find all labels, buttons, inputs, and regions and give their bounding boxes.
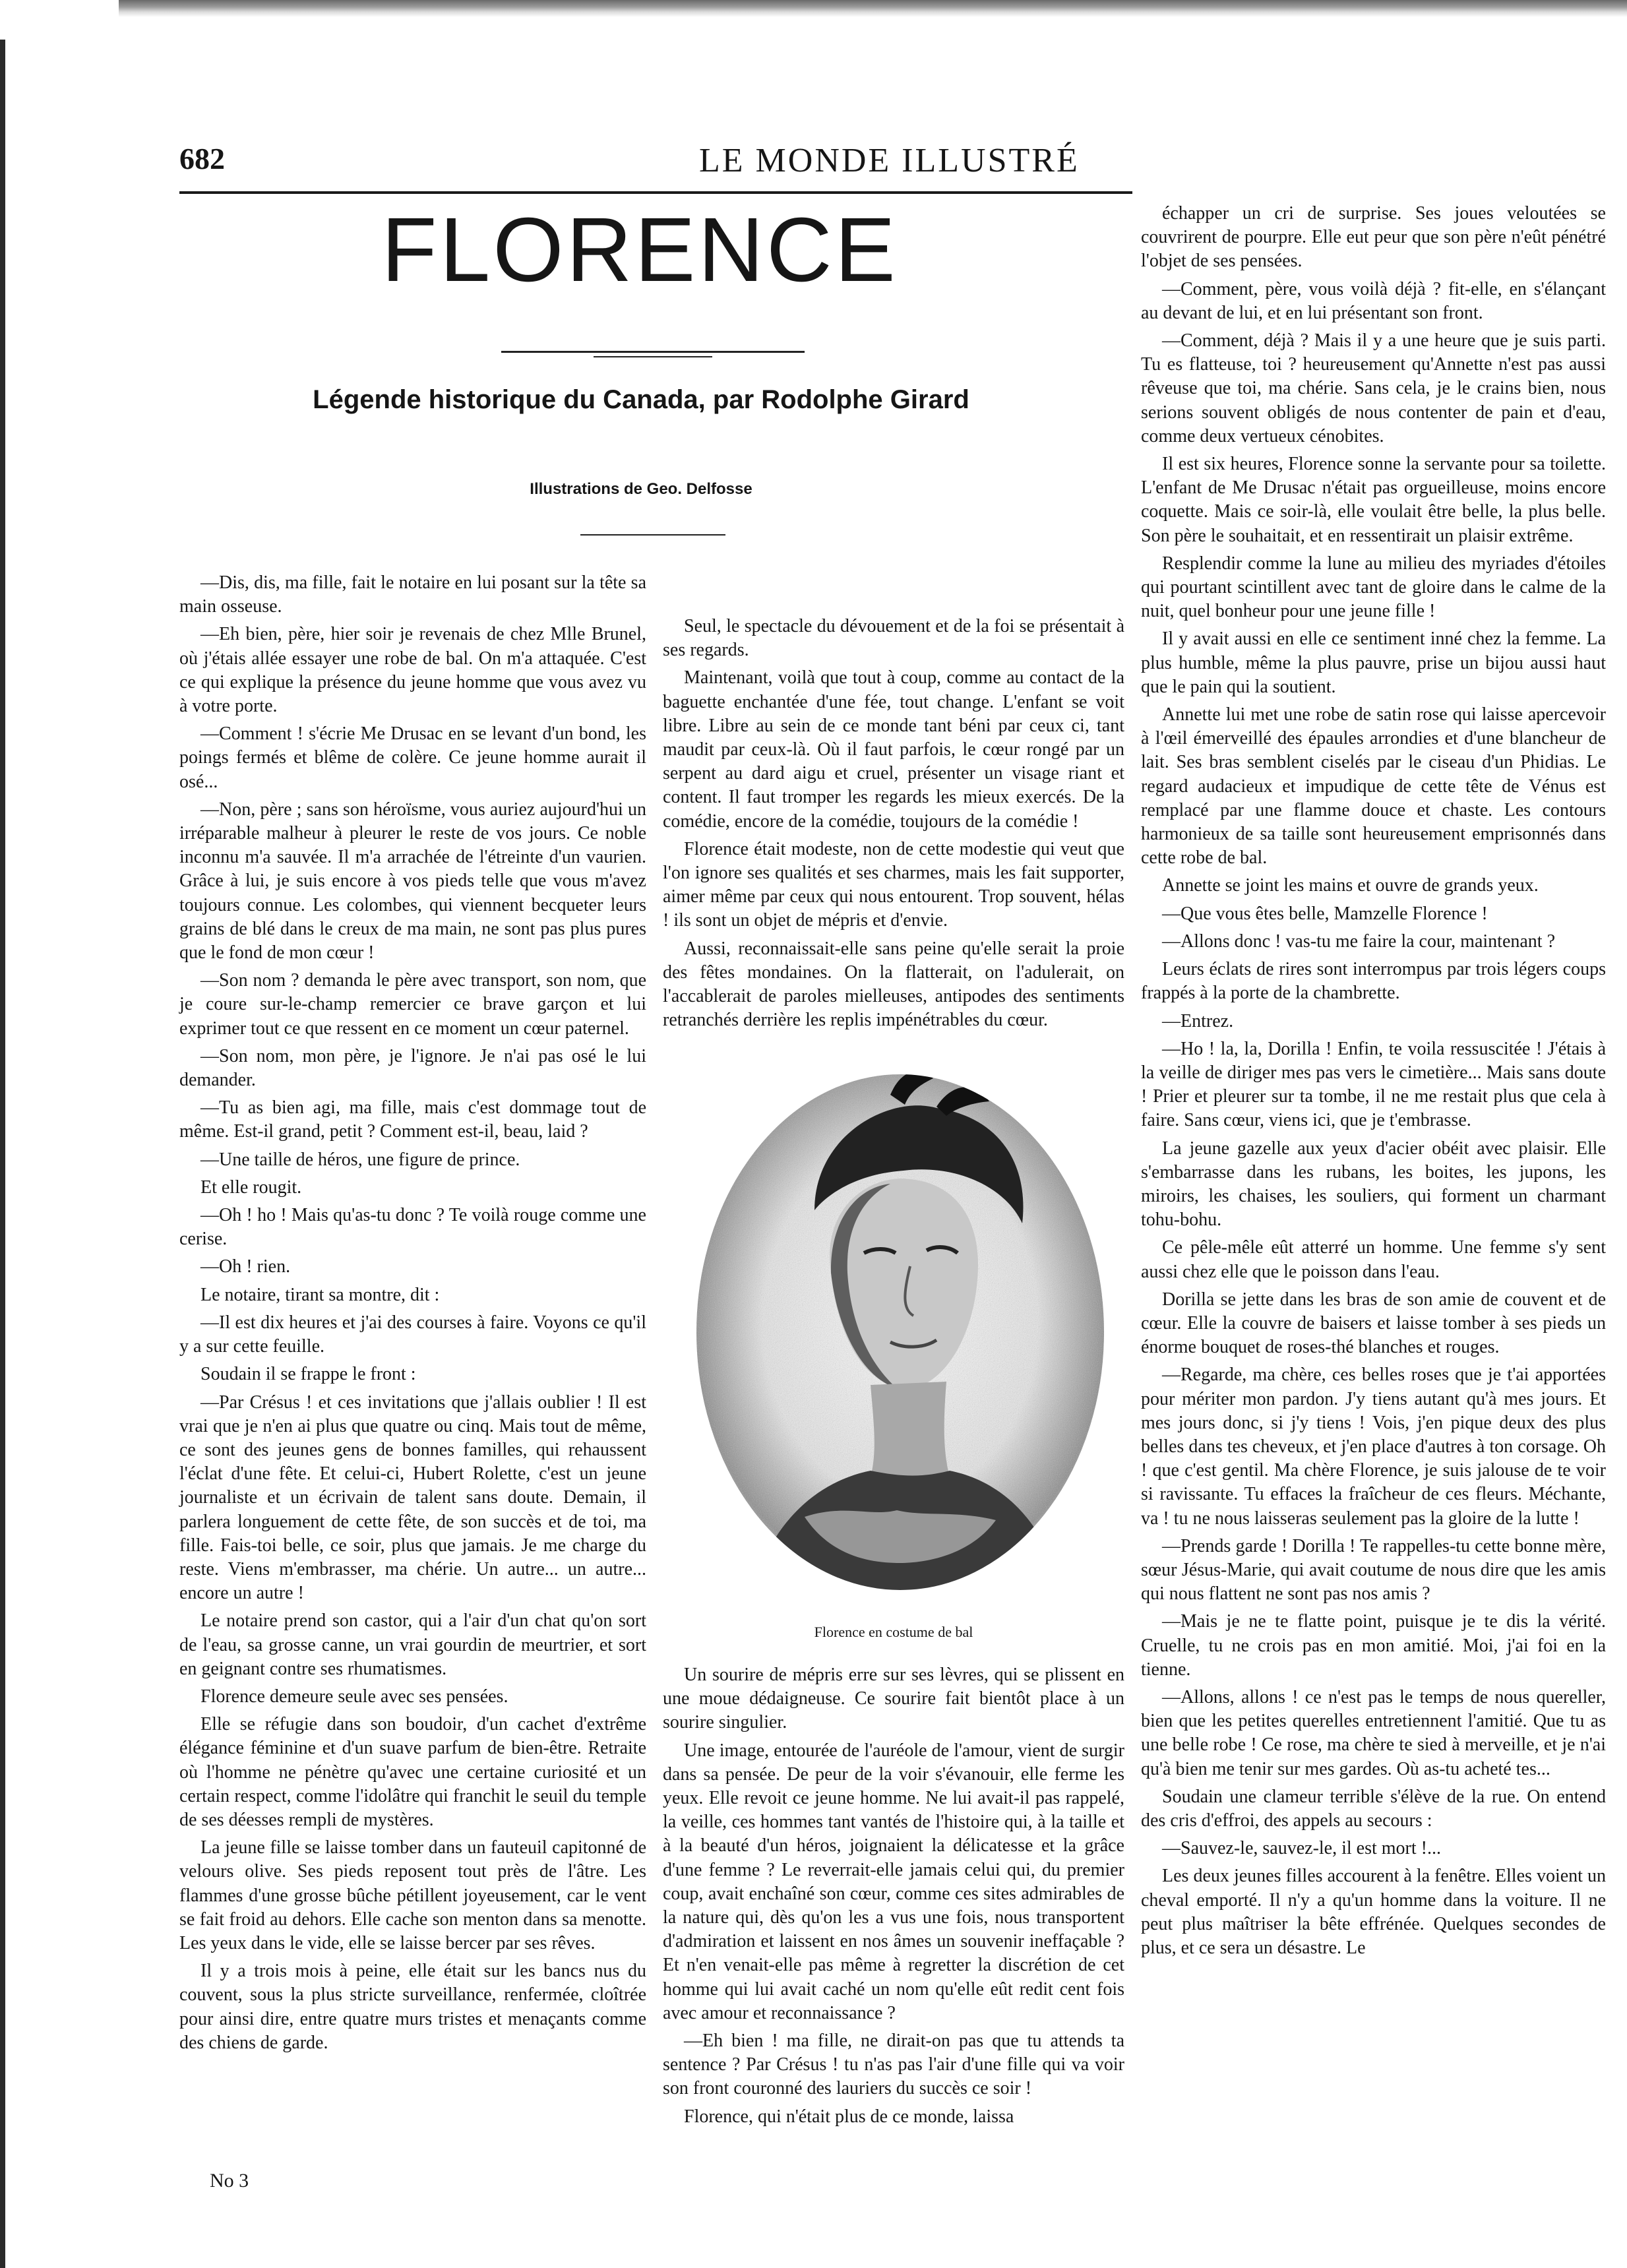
paragraph: —Allons donc ! vas-tu me faire la cour, maintenant ? (1162, 931, 1556, 952)
paragraph: Annette lui met une robe de satin rose qui laisse apercevoir à l'œil émerveillé des épaules arrondies et d'une blancheur de lait. Ses bras semblent ciselés par le ciseau d'un Phidias. Le regard audacieux et impudique de cette tête de Vénus est remplacé par une flamme douce et chaste. Les contours harmonieux de sa taille sont heureusement emprisonnés dans cette robe de bal. (1141, 704, 1606, 869)
journal-title: LE MONDE ILLUSTRÉ (699, 142, 1080, 179)
header-rule (179, 191, 1132, 194)
paragraph: Florence, qui n'était plus de ce monde, laissa (684, 2106, 1014, 2127)
paragraph: Les deux jeunes filles accourent à la fenêtre. Elles voient un cheval emporté. Il n'y a qu'un homme dans la voiture. Il ne peut plus maîtriser la bête effrénée. Quelques secondes de plus, et ce sera un désastre. Le (1141, 1866, 1606, 1959)
paragraph: —Dis, dis, ma fille, fait le notaire en lui posant sur la tête sa main osseuse. (179, 572, 646, 617)
paragraph: Annette se joint les mains et ouvre de grands yeux. (1162, 875, 1539, 896)
paragraph: —Par Crésus ! et ces invitations que j'allais oublier ! Il est vrai que je n'en ai plus que quatre ou cinq. Mais tout de même, ce sont des jeunes gens de bonnes familles, qui rehaussent l'éclat d'une fête. Et celui-ci, Hubert Rolette, c'est un jeune journaliste et un écrivain de talent sans doute. Demain, il parlera longuement de cette fête, de son succès et de toi, ma fille. Fais-toi belle, ce soir, plus que jamais. Je me charge du reste. Viens m'embrasser, ma chérie. Un autre... un autre... encore un autre ! (179, 1392, 646, 1604)
title-ornament-accent (594, 356, 712, 357)
paragraph: —Comment, déjà ? Mais il y a une heure que je suis parti. Tu es flatteuse, toi ? heureusement qu'Annette n'est pas aussi rêveuse que toi, ma chérie. Sans cela, je le crains bien, nous serions souvent obligés de nous contenter de pain et d'eau, comme deux vertueux cénobites. (1141, 330, 1606, 446)
paragraph: —Regarde, ma chère, ces belles roses que je t'ai apportées pour mériter mon pardon. J'y tiens autant qu'à mes jours. Et mes jours donc, si j'y tiens ! Vois, j'en pique deux des plus belles dans tes cheveux, et j'en place d'autres à ton corsage. Oh ! que c'est gentil. Ma chère Florence, je suis jalouse de te voir si ravissante. Tu effaces la fraîcheur de ces fleurs. Méchante, va ! tu ne nous laisseras seulement pas la gloire de la lutte ! (1141, 1364, 1606, 1529)
paragraph: —Allons, allons ! ce n'est pas le temps de nous quereller, bien que les petites querelles entretiennent l'amitié. Que tu as une belle robe ! Ce rose, ma chère te sied à merveille, et je n'ai qu'à bien me tenir sur mes gardes. Où as-tu acheté tes... (1141, 1686, 1606, 1779)
paragraph: Il est six heures, Florence sonne la servante pour sa toilette. L'enfant de Me Drusac n'était pas orgueilleuse, moins encore coquette. Mais ce soir-là, elle voulait être belle, la plus belle. Son père le souhaitait, et en ressentirait un plaisir extrême. (1141, 454, 1606, 546)
scan-left-edge (0, 40, 5, 2268)
paragraph: —Sauvez-le, sauvez-le, il est mort !... (1162, 1838, 1441, 1859)
paragraph: Florence était modeste, non de cette modestie qui veut que l'on ignore ses qualités et ses charmes, mais les fait supporter, aimer même par ceux qui nous entourent. Trop souvent, hélas ! ils sont un objet de mépris et d'envie. (663, 838, 1124, 931)
paragraph: —Que vous êtes belle, Mamzelle Florence ! (1162, 903, 1488, 924)
paragraph: —Comment, père, vous voilà déjà ? fit-elle, en s'élançant au devant de lui, et en lui présentant son front. (1141, 278, 1606, 323)
paragraph: —Mais je ne te flatte point, puisque je te dis la vérité. Cruelle, tu ne crois pas en mon amitié. Moi, j'ai foi en la tienne. (1141, 1611, 1606, 1680)
scan-top-edge (119, 0, 1627, 17)
figure-caption: Florence en costume de bal (814, 1624, 973, 1640)
paragraph: Maintenant, voilà que tout à coup, comme au contact de la baguette enchantée d'une fée, tout change. L'enfant se voit libre. Libre au sein de ce monde tant béni par ceux ci, tant maudit par ceux-là. Où il faut parfois, le cœur rongé par un serpent au dard aigu et cruel, présenter un visage riant et content. Il faut tromper les regards les mieux exercés. De la comédie, encore de la comédie, toujours de la comédie ! (663, 667, 1124, 832)
text-column-3 (1141, 202, 1606, 1964)
paragraph: Soudain il se frappe le front : (200, 1364, 416, 1385)
paragraph: —Eh bien ! ma fille, ne dirait-on pas que tu attends ta sentence ? Par Crésus ! tu n'as pas l'air d'une fille qui va voir son front couronné des lauriers du succès ce soir ! (663, 2031, 1124, 2099)
florence-portrait-illustration (673, 1055, 1128, 1636)
paragraph: —Comment ! s'écrie Me Drusac en se levant d'un bond, les poings fermés et blême de colère. Ce jeune homme aurait il osé... (179, 723, 646, 792)
title-ornament-rule (501, 351, 805, 353)
paragraph: —Entrez. (1162, 1010, 1234, 1031)
paragraph: Resplendir comme la lune au milieu des myriades d'étoiles qui pourtant scintillent avec tant de gloire dans le calme de la nuit, quel bonheur pour une jeune fille ! (1141, 553, 1606, 622)
paragraph: Il y avait aussi en elle ce sentiment inné chez la femme. La plus humble, même la plus pauvre, prise un bijou aussi haut que le pain qui la soutient. (1141, 628, 1606, 697)
paragraph: —Prends garde ! Dorilla ! Te rappelles-tu cette bonne mère, sœur Jésus-Marie, qui avait coutume de nous dire que les amis qui nous flattent ne sont pas nos amis ? (1141, 1535, 1606, 1605)
paragraph: —Non, père ; sans son héroïsme, vous auriez aujourd'hui un irréparable malheur à pleurer le reste de vos jours. Ce noble inconnu m'a sauvée. Il m'a arrachée de l'étreinte d'un vaurien. Grâce à lui, je suis encore à vos pieds telle que vous m'avez toujours connue. Les colombes, qui viennent becqueter leurs grains de blé dans le creux de ma main, ne sont pas plus pures que le fond de mon cœur ! (179, 799, 646, 964)
paragraph: Leurs éclats de rires sont interrompus par trois légers coups frappés à la porte de la chambrette. (1141, 959, 1606, 1004)
text-column-2-top (663, 615, 1124, 1036)
paragraph: Et elle rougit. (200, 1177, 302, 1198)
paragraph: —Il est dix heures et j'ai des courses à faire. Voyons ce qu'il y a sur cette feuille. (179, 1312, 646, 1357)
paragraph: Soudain une clameur terrible s'élève de la rue. On entend des cris d'effroi, des appels au secours : (1141, 1786, 1606, 1831)
issue-number-mark: No 3 (210, 2170, 249, 2191)
paragraph: Le notaire, tirant sa montre, dit : (200, 1284, 440, 1305)
paragraph: Florence demeure seule avec ses pensées. (200, 1686, 508, 1707)
article-subtitle: Légende historique du Canada, par Rodolphe Girard (313, 385, 969, 414)
paragraph: Seul, le spectacle du dévouement et de la foi se présentait à ses regards. (663, 616, 1124, 661)
credit-ornament-rule (580, 534, 725, 536)
page-number: 682 (179, 142, 225, 175)
paragraph: La jeune fille se laisse tomber dans un fauteuil capitonné de velours olive. Ses pieds reposent tout près de l'âtre. Les flammes d'une grosse bûche pétillent joyeusement, car le vent se fait froid au dehors. Elle cache son menton dans sa menotte. Les yeux dans le vide, elle se laisse bercer par ses rêves. (179, 1837, 646, 1953)
paragraph: —Son nom ? demanda le père avec transport, son nom, que je coure sur-le-champ remercier ce brave garçon et lui exprimer tout ce que ressent en ce moment un cœur paternel. (179, 970, 646, 1039)
paragraph: Elle se réfugie dans son boudoir, d'un cachet d'extrême élégance féminine et d'un suave parfum de bien-être. Retraite où l'homme ne pénètre qu'avec une certaine curiosité et un certain respect, comme l'idolâtre qui franchit le seuil du temple de ses déesses rempli de mystères. (179, 1714, 646, 1830)
paragraph: Une image, entourée de l'auréole de l'amour, vient de surgir dans sa pensée. De peur de la voir s'évanouir, elle ferme les yeux. Elle revoit ce jeune homme. Ne lui avait-il pas rappelé, la veille, ces hommes tant vantés de l'histoire qui, à la taille et à la beauté d'un héros, joignaient la délicatesse et la grâce d'une femme ? Le reverrait-elle jamais celui qui, du premier coup, avait enchaîné son cœur, comme ces sites admirables de la nature qui, dès qu'on les a vus une fois, nous transportent d'admiration et laissent en nos âmes un souvenir ineffaçable ? Et n'en venait-elle pas même à regretter la discrétion de cet homme qui lui avait caché un nom qu'elle eût redit cent fois avec amour et reconnaissance ? (663, 1740, 1124, 2023)
paragraph: —Son nom, mon père, je l'ignore. Je n'ai pas osé le lui demander. (179, 1045, 646, 1091)
paragraph: Un sourire de mépris erre sur ses lèvres, qui se plissent en une moue dédaigneuse. Ce sourire fait bientôt place à un sourire singulier. (663, 1665, 1124, 1733)
article-title: FLORENCE (381, 199, 898, 301)
paragraph: Dorilla se jette dans les bras de son amie de couvent et de cœur. Elle la couvre de baisers et laisse tomber à ses pieds un énorme bouquet de roses-thé blanches et rouges. (1141, 1289, 1606, 1358)
paragraph: Aussi, reconnaissait-elle sans peine qu'elle serait la proie des fêtes mondaines. On la flatterait, on l'adulerait, on l'accablerait de paroles mielleuses, antipodes des sentiments retranchés derrière les replis impénétrables du cœur. (663, 938, 1124, 1031)
paragraph: —Ho ! la, la, Dorilla ! Enfin, te voila ressuscitée ! J'étais à la veille de diriger mes pas vers le cimetière... Mais sans doute ! Prier et pleurer sur ta tombe, il ne me restait plus que cela à faire. Sans cœur, viens ici, que je t'embrasse. (1141, 1038, 1606, 1131)
illustration-credit: Illustrations de Geo. Delfosse (530, 480, 752, 498)
paragraph: —Oh ! rien. (200, 1256, 291, 1277)
paragraph: Il y a trois mois à peine, elle était sur les bancs nus du couvent, sous la plus stricte surveillance, renfermée, cloîtrée pour ainsi dire, entre quatre murs tristes et menaçants comme des chiens de garde. (179, 1961, 646, 2053)
paragraph: Le notaire prend son castor, qui a l'air d'un chat qu'on sort de l'eau, sa grosse canne, un vrai gourdin de meurtrier, et sort en geignant contre ses rhumatismes. (179, 1610, 646, 1679)
paragraph: échapper un cri de surprise. Ses joues veloutées se couvrirent de pourpre. Elle eut peur que son père n'eût pénétré l'objet de ses pensées. (1141, 203, 1606, 272)
paragraph: —Eh bien, père, hier soir je revenais de chez Mlle Brunel, où j'étais allée essayer une robe de bal. On m'a attaquée. C'est ce qui explique la présence du jeune homme que vous avez vu à votre porte. (179, 624, 646, 717)
text-column-1 (179, 571, 646, 2059)
paragraph: —Oh ! ho ! Mais qu'as-tu donc ? Te voilà rouge comme une cerise. (179, 1205, 646, 1250)
paragraph: —Une taille de héros, une figure de prince. (200, 1149, 520, 1170)
paragraph: La jeune gazelle aux yeux d'acier obéit avec plaisir. Elle s'embarrasse dans les rubans, les boites, les jupons, les miroirs, les chaises, les souliers, qui forment un charmant tohu-bohu. (1141, 1138, 1606, 1231)
paragraph: —Tu as bien agi, ma fille, mais c'est dommage tout de même. Est-il grand, petit ? Comment est-il, beau, laid ? (179, 1097, 646, 1142)
text-column-2-bottom (663, 1663, 1124, 2133)
paragraph: Ce pêle-mêle eût atterré un homme. Une femme s'y sent aussi chez elle que le poisson dans l'eau. (1141, 1237, 1606, 1282)
